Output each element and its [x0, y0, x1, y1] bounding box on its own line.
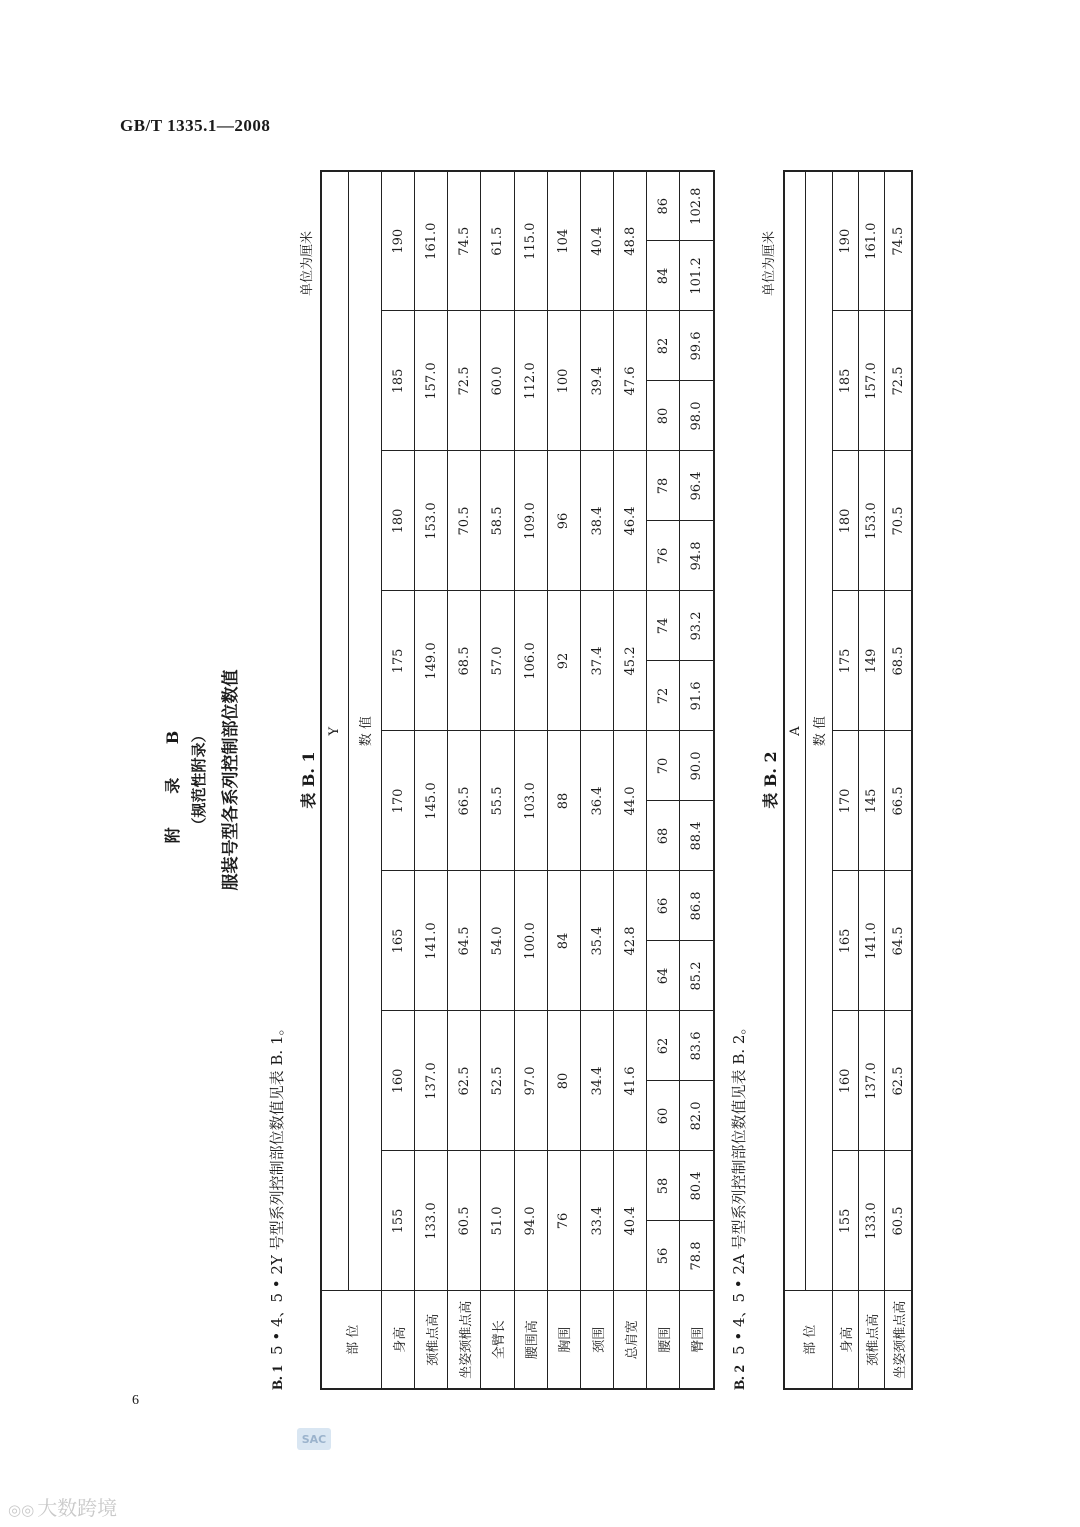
- value-cell: 78.8: [680, 1221, 714, 1291]
- table-header-row: [321, 171, 348, 1389]
- value-cell: 180: [832, 451, 858, 591]
- value-cell: 40.4: [580, 171, 613, 311]
- value-cell: 161.0: [859, 171, 885, 311]
- value-cell: 133.0: [859, 1151, 885, 1291]
- part-name: 全臂长: [481, 1291, 514, 1389]
- value-cell: 45.2: [614, 591, 647, 731]
- value-cell: 160: [832, 1011, 858, 1151]
- value-cell: 64.5: [448, 871, 481, 1011]
- type-label: Y: [321, 171, 348, 1291]
- value-cell: 112.0: [514, 311, 547, 451]
- value-cell: 190: [832, 171, 858, 311]
- value-cell: 55.5: [481, 731, 514, 871]
- part-name: 颈椎点高: [415, 1291, 448, 1389]
- part-name: 身高: [382, 1291, 415, 1389]
- value-cell: 115.0: [514, 171, 547, 311]
- value-cell: 66.5: [448, 731, 481, 871]
- value-cell: 170: [382, 731, 415, 871]
- value-cell: 68.5: [448, 591, 481, 731]
- value-cell: 190: [382, 171, 415, 311]
- table-row: [415, 171, 448, 1389]
- part-name: 颈椎点高: [859, 1291, 885, 1389]
- appendix-title: 附 录 B: [163, 716, 182, 844]
- value-cell: 86.8: [680, 871, 714, 941]
- value-cell: 91.6: [680, 661, 714, 731]
- value-cell: 97.0: [514, 1011, 547, 1151]
- table-b2-unit: 单位为厘米: [762, 230, 777, 296]
- value-cell: 80: [547, 1011, 580, 1151]
- value-cell: 99.6: [680, 311, 714, 381]
- value-cell: 62: [647, 1011, 680, 1081]
- value-header: 数 值: [806, 171, 832, 1291]
- value-cell: 64.5: [885, 871, 912, 1011]
- value-cell: 52.5: [481, 1011, 514, 1151]
- value-cell: 33.4: [580, 1151, 613, 1291]
- value-cell: 60.5: [448, 1151, 481, 1291]
- value-cell: 141.0: [859, 871, 885, 1011]
- value-cell: 100: [547, 311, 580, 451]
- value-cell: 60.0: [481, 311, 514, 451]
- value-cell: 41.6: [614, 1011, 647, 1151]
- value-cell: 145.0: [415, 731, 448, 871]
- value-cell: 85.2: [680, 941, 714, 1011]
- value-cell: 57.0: [481, 591, 514, 731]
- value-cell: 37.4: [580, 591, 613, 731]
- value-cell: 58: [647, 1151, 680, 1221]
- value-cell: 62.5: [885, 1011, 912, 1151]
- rotated-content: [140, 170, 908, 1390]
- value-cell: 83.6: [680, 1011, 714, 1081]
- standard-number: GB/T 1335.1—2008: [120, 116, 271, 135]
- part-name: 身高: [832, 1291, 858, 1389]
- table-row: [547, 171, 580, 1389]
- table-row: [514, 171, 547, 1389]
- value-cell: 165: [382, 871, 415, 1011]
- value-cell: 94.0: [514, 1151, 547, 1291]
- table-b1-caption: 表 B. 1: [299, 751, 318, 809]
- value-cell: 92: [547, 591, 580, 731]
- value-cell: 74: [647, 591, 680, 661]
- appendix-heading: 服装号型各系列控制部位数值: [221, 669, 241, 891]
- page-number: 6: [132, 1393, 139, 1408]
- value-cell: 61.5: [481, 171, 514, 311]
- value-cell: 68: [647, 801, 680, 871]
- value-cell: 185: [832, 311, 858, 451]
- part-header: 部 位: [321, 1291, 382, 1389]
- value-cell: 103.0: [514, 731, 547, 871]
- section-b2-text: 5 • 4、5 • 2A 号型系列控制部位数值见表 B. 2。: [730, 1019, 748, 1355]
- value-cell: 141.0: [415, 871, 448, 1011]
- value-cell: 34.4: [580, 1011, 613, 1151]
- value-cell: 149.0: [415, 591, 448, 731]
- value-cell: 76: [547, 1151, 580, 1291]
- value-cell: 170: [832, 731, 858, 871]
- value-cell: 39.4: [580, 311, 613, 451]
- section-b2-number: B. 2: [732, 1364, 748, 1390]
- value-cell: 100.0: [514, 871, 547, 1011]
- value-cell: 68.5: [885, 591, 912, 731]
- table-row: [580, 171, 613, 1389]
- value-cell: 70: [647, 731, 680, 801]
- value-cell: 70.5: [448, 451, 481, 591]
- value-cell: 137.0: [859, 1011, 885, 1151]
- table-row: [448, 171, 481, 1389]
- value-cell: 165: [832, 871, 858, 1011]
- value-cell: 98.0: [680, 381, 714, 451]
- value-cell: 90.0: [680, 731, 714, 801]
- table-row: [481, 171, 514, 1389]
- value-cell: 72: [647, 661, 680, 731]
- value-cell: 157.0: [415, 311, 448, 451]
- part-name: 颈围: [580, 1291, 613, 1389]
- section-b1-number: B. 1: [270, 1364, 286, 1390]
- value-cell: 48.8: [614, 171, 647, 311]
- watermark-text: 大数跨境: [37, 1496, 118, 1520]
- table-b2: [783, 170, 913, 1390]
- value-cell: 94.8: [680, 521, 714, 591]
- value-header: 数 值: [348, 171, 381, 1291]
- value-cell: 72.5: [885, 311, 912, 451]
- section-b1-text: 5 • 4、5 • 2Y 号型系列控制部位数值见表 B. 1。: [268, 1020, 286, 1355]
- value-cell: 60: [647, 1081, 680, 1151]
- table-b1-unit: 单位为厘米: [300, 230, 315, 296]
- value-cell: 101.2: [680, 241, 714, 311]
- value-cell: 74.5: [885, 171, 912, 311]
- watermark-logo-icon: ◎◎: [8, 1501, 35, 1519]
- part-name: 总肩宽: [614, 1291, 647, 1389]
- part-header: 部 位: [784, 1291, 832, 1389]
- value-cell: 35.4: [580, 871, 613, 1011]
- watermark: [8, 1492, 117, 1521]
- value-cell: 70.5: [885, 451, 912, 591]
- value-cell: 106.0: [514, 591, 547, 731]
- value-cell: 104: [547, 171, 580, 311]
- value-cell: 40.4: [614, 1151, 647, 1291]
- value-cell: 157.0: [859, 311, 885, 451]
- table-row: [680, 171, 714, 1389]
- value-cell: 80.4: [680, 1151, 714, 1221]
- value-cell: 109.0: [514, 451, 547, 591]
- part-name: 坐姿颈椎点高: [448, 1291, 481, 1389]
- value-cell: 149: [859, 591, 885, 731]
- type-label: A: [784, 171, 806, 1291]
- value-cell: 153.0: [415, 451, 448, 591]
- value-cell: 180: [382, 451, 415, 591]
- value-cell: 66.5: [885, 731, 912, 871]
- part-name: 臀围: [680, 1291, 714, 1389]
- value-cell: 47.6: [614, 311, 647, 451]
- value-cell: 84: [547, 871, 580, 1011]
- value-cell: 175: [382, 591, 415, 731]
- part-name: 腰围: [647, 1291, 680, 1389]
- value-cell: 51.0: [481, 1151, 514, 1291]
- value-cell: 82: [647, 311, 680, 381]
- value-cell: 153.0: [859, 451, 885, 591]
- value-cell: 54.0: [481, 871, 514, 1011]
- value-cell: 145: [859, 731, 885, 871]
- value-cell: 72.5: [448, 311, 481, 451]
- table-row: [614, 171, 647, 1389]
- value-cell: 102.8: [680, 171, 714, 241]
- value-cell: 46.4: [614, 451, 647, 591]
- value-cell: 74.5: [448, 171, 481, 311]
- appendix-subtitle: （规范性附录）: [190, 727, 208, 833]
- table-row: [859, 171, 885, 1389]
- value-cell: 155: [832, 1151, 858, 1291]
- value-cell: 185: [382, 311, 415, 451]
- value-cell: 175: [832, 591, 858, 731]
- value-cell: 62.5: [448, 1011, 481, 1151]
- value-cell: 155: [382, 1151, 415, 1291]
- sac-stamp-logo: SAC: [297, 1428, 331, 1450]
- value-cell: 93.2: [680, 591, 714, 661]
- part-name: 坐姿颈椎点高: [885, 1291, 912, 1389]
- table-row: [382, 171, 415, 1389]
- value-cell: 78: [647, 451, 680, 521]
- value-cell: 80: [647, 381, 680, 451]
- table-b1: [320, 170, 715, 1390]
- section-b2: [728, 1020, 749, 1390]
- value-cell: 64: [647, 941, 680, 1011]
- value-cell: 56: [647, 1221, 680, 1291]
- value-cell: 96.4: [680, 451, 714, 521]
- value-cell: 160: [382, 1011, 415, 1151]
- value-cell: 38.4: [580, 451, 613, 591]
- value-cell: 88.4: [680, 801, 714, 871]
- value-cell: 82.0: [680, 1081, 714, 1151]
- section-b1: [266, 1021, 287, 1391]
- table-header-row: [784, 171, 806, 1389]
- table-header-row: [806, 171, 832, 1389]
- value-cell: 96: [547, 451, 580, 591]
- value-cell: 161.0: [415, 171, 448, 311]
- value-cell: 58.5: [481, 451, 514, 591]
- value-cell: 137.0: [415, 1011, 448, 1151]
- table-header-row: [348, 171, 381, 1389]
- table-b2-caption: 表 B. 2: [761, 751, 780, 809]
- table-row: [885, 171, 912, 1389]
- table-row: [647, 171, 680, 1389]
- value-cell: 84: [647, 241, 680, 311]
- value-cell: 60.5: [885, 1151, 912, 1291]
- value-cell: 86: [647, 171, 680, 241]
- value-cell: 44.0: [614, 731, 647, 871]
- value-cell: 36.4: [580, 731, 613, 871]
- value-cell: 42.8: [614, 871, 647, 1011]
- part-name: 胸围: [547, 1291, 580, 1389]
- part-name: 腰围高: [514, 1291, 547, 1389]
- value-cell: 133.0: [415, 1151, 448, 1291]
- value-cell: 66: [647, 871, 680, 941]
- value-cell: 88: [547, 731, 580, 871]
- table-row: [832, 171, 858, 1389]
- value-cell: 76: [647, 521, 680, 591]
